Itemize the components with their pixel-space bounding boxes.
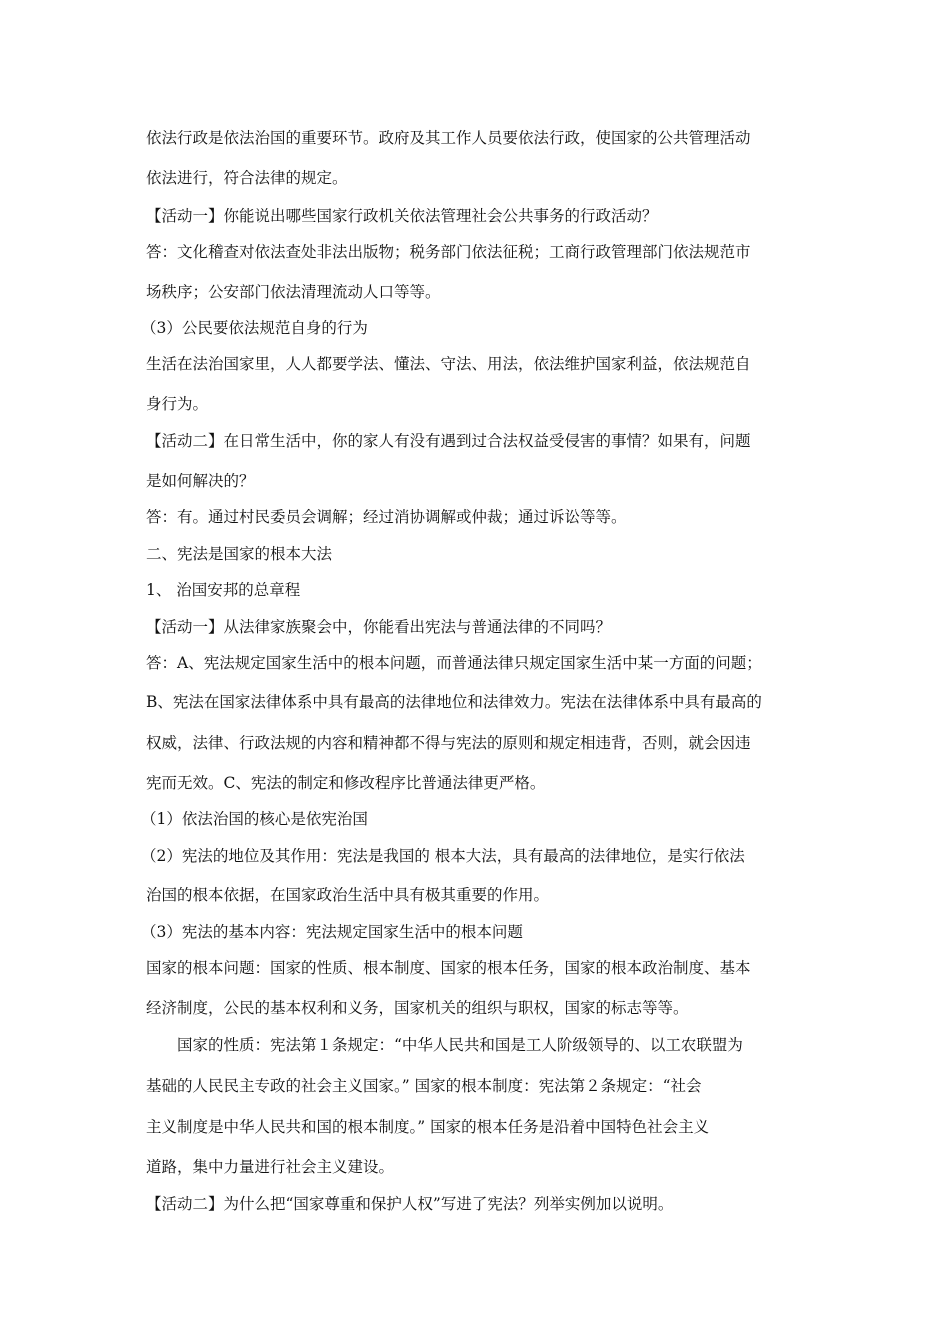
subsection-heading: 1、 治国安邦的总章程: [146, 581, 301, 599]
answer-line: 宪而无效。C、宪法的制定和修改程序比普通法律更严格。: [146, 774, 546, 792]
paragraph-line: 基础的人民民主专政的社会主义国家。” 国家的根本制度：宪法第２条规定：“社会: [146, 1077, 702, 1095]
answer-line: 权威，法律、行政法规的内容和精神都不得与宪法的原则和规定相违背，否则，就会因违: [146, 734, 751, 752]
activity-heading: 【活动二】在日常生活中，你的家人有没有遇到过合法权益受侵害的事情？如果有，问题: [146, 432, 751, 450]
answer-line: 场秩序；公安部门依法清理流动人口等等。: [146, 283, 441, 301]
paragraph-line: 国家的性质：宪法第１条规定：“中华人民共和国是工人阶级领导的、以工农联盟为: [177, 1036, 743, 1054]
subsection-heading: （3）宪法的基本内容：宪法规定国家生活中的根本问题: [141, 923, 523, 941]
paragraph-line: 经济制度，公民的基本权利和义务，国家机关的组织与职权，国家的标志等等。: [146, 999, 689, 1017]
paragraph-line: 身行为。: [146, 395, 209, 413]
answer-line: B、宪法在国家法律体系中具有最高的法律地位和法律效力。宪法在法律体系中具有最高的: [146, 693, 762, 711]
subsection-heading: （2）宪法的地位及其作用：宪法是我国的 根本大法，具有最高的法律地位，是实行依法: [141, 847, 745, 865]
paragraph-line: 依法行政是依法治国的重要环节。政府及其工作人员要依法行政，使国家的公共管理活动: [146, 129, 751, 147]
answer-line: 答：有。通过村民委员会调解；经过消协调解或仲裁；通过诉讼等等。: [146, 508, 627, 526]
subsection-heading: （3）公民要依法规范自身的行为: [141, 319, 368, 337]
paragraph-line: 主义制度是中华人民共和国的根本制度。” 国家的根本任务是沿着中国特色社会主义: [146, 1118, 710, 1136]
answer-line: 答：A、宪法规定国家生活中的根本问题，而普通法律只规定国家生活中某一方面的问题；: [146, 654, 762, 672]
activity-heading: 【活动一】你能说出哪些国家行政机关依法管理社会公共事务的行政活动？: [146, 207, 658, 225]
paragraph-line: 道路，集中力量进行社会主义建设。: [146, 1158, 395, 1176]
paragraph-line: 生活在法治国家里，人人都要学法、懂法、守法、用法，依法维护国家利益，依法规范自: [146, 355, 751, 373]
paragraph-line: 依法进行，符合法律的规定。: [146, 169, 348, 187]
paragraph-line: 治国的根本依据，在国家政治生活中具有极其重要的作用。: [146, 886, 550, 904]
section-heading: 二、宪法是国家的根本大法: [146, 545, 333, 563]
paragraph-line: 国家的根本问题：国家的性质、根本制度、国家的根本任务，国家的根本政治制度、基本: [146, 959, 751, 977]
activity-heading: 【活动一】从法律家族聚会中，你能看出宪法与普通法律的不同吗？: [146, 618, 612, 636]
answer-line: 答：文化稽查对依法查处非法出版物；税务部门依法征税；工商行政管理部门依法规范市: [146, 243, 751, 261]
activity-heading: 【活动二】为什么把“国家尊重和保护人权”写进了宪法？列举实例加以说明。: [146, 1195, 674, 1213]
subsection-heading: （1）依法治国的核心是依宪治国: [141, 810, 368, 828]
activity-heading: 是如何解决的？: [146, 472, 255, 490]
